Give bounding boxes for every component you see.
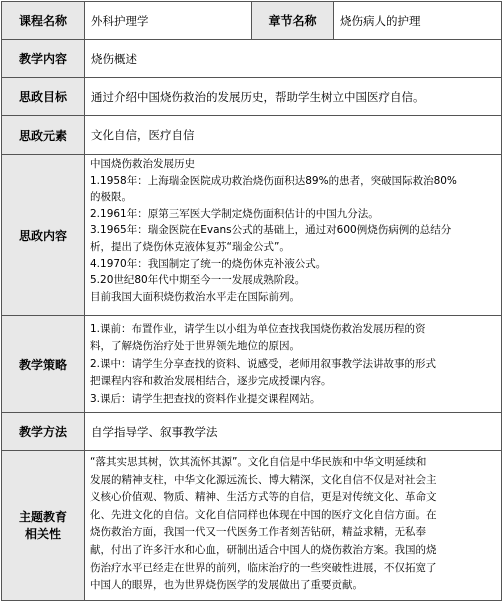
theme-relevance-line: 伤治疗水平已经走在世界的前列，临床治疗的一些突破性进展，不仅拓宽了 (90, 561, 437, 574)
ideology-content-line: 4.1970年：我国制定了统一的烧伤休克补液公式。 (90, 257, 327, 270)
ideology-content-line: 析，提出了烧伤休克液体复苏“瑞金公式”。 (90, 240, 290, 253)
teaching-content-value: 烧伤概述 (85, 40, 502, 78)
ideology-content-line: 5.20世纪80年代中期至今一一发展成熟阶段。 (90, 274, 306, 287)
ideology-elements-row (2, 116, 502, 155)
ideology-content-line: 1.1958年：上海瑞金医院成功救治烧伤面积达89%的患者，突破国际救治80% (90, 174, 457, 187)
theme-relevance-line: 中国人的眼界，也为世界烧伤医学的发展做出了重要贡献。 (90, 579, 363, 592)
theme-relevance-line: “落其实思其树，饮其流怀其源”。文化自信是中华民族和中华文明延续和 (90, 456, 427, 468)
header-row (2, 2, 502, 40)
ideology-content-line: 2.1961年：原第三军医大学制定烧伤面积估计的中国九分法。 (90, 207, 379, 220)
ideology-goal-label: 思政目标 (2, 78, 85, 116)
ideology-content-line: 中国烧伤救治发展历史 (90, 158, 195, 170)
theme-relevance-label-line: 主题教育 (18, 509, 67, 524)
theme-relevance-line: 义核心价值观、物质、精神、生活方式等的自信，更是对传统文化、革命文 (90, 491, 437, 504)
teaching-content-row (2, 40, 502, 78)
teaching-method-row (2, 413, 502, 451)
theme-relevance-label (2, 451, 85, 601)
ideology-elements-value: 文化自信，医疗自信 (85, 116, 502, 155)
teaching-content-label: 教学内容 (2, 40, 85, 78)
theme-relevance-label-line: 相关性 (24, 526, 61, 541)
theme-relevance-line: 化、先进文化的自信。文化自信同样也体现在中国的医疗文化自信方面。在 (90, 508, 437, 521)
ideology-content-line: 目前我国大面积烧伤救治水平走在国际前列。 (90, 290, 300, 303)
teaching-strategy-text (85, 316, 502, 413)
ideology-content-label: 思政内容 (2, 155, 85, 316)
ideology-goal-value: 通过介绍中国烧伤救治的发展历史，帮助学生树立中国医疗自信。 (85, 78, 502, 116)
teaching-strategy-line: 1.课前：布置作业，请学生以小组为单位查找我国烧伤救治发展历程的资 (90, 323, 426, 335)
lesson-plan-table (1, 1, 502, 601)
teaching-strategy-row (2, 316, 502, 413)
teaching-strategy-line: 2.课中：请学生分享查找的资料、说感受，老师用叙事教学法讲故事的形式 (90, 357, 437, 370)
ideology-elements-label: 思政元素 (2, 116, 85, 155)
theme-relevance-line: 献，付出了许多汗水和心血，研制出适合中国人的烧伤救治方案。我国的烧 (90, 543, 437, 556)
teaching-method-label: 教学方法 (2, 413, 85, 451)
ideology-content-line: 3.1965年：瑞金医院在Evans公式的基础上，通过对600例烧伤病例的总结分 (90, 224, 452, 237)
theme-relevance-row (2, 451, 502, 601)
theme-relevance-line: 发展的精神支柱，中华文化源远流长、博大精深，文化自信不仅是对社会主 (90, 473, 437, 486)
teaching-strategy-line: 3.课后：请学生把查找的资料作业提交课程网站。 (90, 392, 321, 405)
teaching-method-value: 自学指导学、叙事教学法 (85, 413, 502, 451)
course-name-label: 课程名称 (2, 2, 85, 40)
course-name-value: 外科护理学 (85, 2, 252, 40)
teaching-strategy-line: 料，了解烧伤治疗处于世界领先地位的原因。 (90, 340, 300, 353)
ideology-content-text (85, 155, 502, 316)
ideology-content-line: 的极限。 (90, 191, 132, 204)
theme-relevance-line: 烧伤救治方面，我国一代又一代医务工作者刻苦钻研，精益求精，无私奉 (90, 526, 426, 539)
teaching-strategy-label: 教学策略 (2, 316, 85, 413)
chapter-name-label: 章节名称 (252, 2, 334, 40)
ideology-goal-row (2, 78, 502, 116)
theme-relevance-text (85, 451, 502, 601)
ideology-content-row (2, 155, 502, 316)
teaching-strategy-line: 把课程内容和救治发展相结合，逐步完成授课内容。 (90, 375, 332, 388)
chapter-name-value: 烧伤病人的护理 (334, 2, 502, 40)
